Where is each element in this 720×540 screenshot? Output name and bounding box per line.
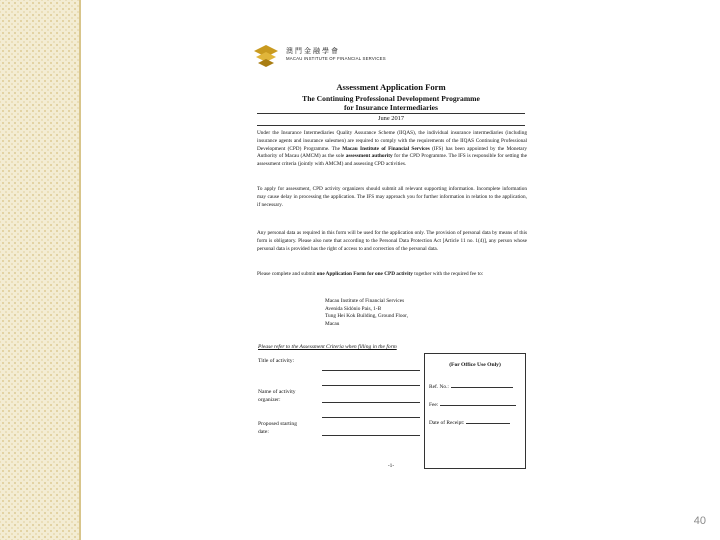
submission-paragraph xyxy=(257,271,527,279)
side-pattern-strip xyxy=(0,0,79,540)
title-of-activity-line-2[interactable] xyxy=(322,385,420,386)
title-of-activity-line[interactable] xyxy=(322,370,420,371)
address-line: Macau Institute of Financial Services xyxy=(325,298,405,304)
organizer-label-line2: organizer: xyxy=(258,397,281,403)
form-subtitle-line2: for Insurance Intermediaries xyxy=(344,103,438,112)
form-subtitle-line1: The Continuing Professional Development Programme xyxy=(302,94,480,103)
fee-line[interactable] xyxy=(440,400,516,406)
ref-no-line[interactable] xyxy=(451,382,513,388)
header-rule xyxy=(257,113,525,114)
ref-no-label: Ref. No.: xyxy=(429,384,449,390)
institute-logo-icon xyxy=(252,43,282,69)
fee-row xyxy=(429,400,516,408)
text-segment: Please complete and submit xyxy=(257,271,317,277)
address-block xyxy=(325,298,408,329)
address-line: Tung Hei Kok Building, Ground Floor, xyxy=(325,313,409,320)
title-of-activity-label: Title of activity: xyxy=(258,358,295,364)
receipt-row xyxy=(429,418,510,426)
fee-label: Fee: xyxy=(429,402,439,408)
criteria-reference-note: Please refer to the Assessment Criteria when filling in the form xyxy=(258,344,397,350)
start-date-label-line2: date: xyxy=(258,429,269,435)
application-paragraph: To apply for assessment, CPD activity organizers should submit all relevant supporting information. Incomplete information may cause delay in processing the application. The IFS may approach you for further information in relation to the application, if necessary. xyxy=(257,186,527,208)
ref-no-row xyxy=(429,382,513,390)
bold-text-segment: assessment authority xyxy=(345,153,393,160)
office-use-box xyxy=(424,353,526,469)
document-page-number: -1- xyxy=(387,463,395,469)
form-title: Assessment Application Form xyxy=(336,82,446,92)
bold-text-segment: Macau Institute of Financial Services xyxy=(342,145,430,152)
start-date-label-line1: Proposed starting xyxy=(258,421,297,427)
date-rule xyxy=(257,125,525,126)
address-line: Macau xyxy=(325,321,340,328)
office-use-title: (For Office Use Only) xyxy=(449,362,501,368)
text-segment: together with the required fee to: xyxy=(412,271,484,277)
form-date: June 2017 xyxy=(377,115,405,122)
receipt-label: Date of Receipt: xyxy=(429,420,465,426)
logo-english-text: MACAU INSTITUTE OF FINANCIAL SERVICES xyxy=(286,56,386,61)
personal-data-paragraph: Any personal data as required in this form will be used for the application only. The provision of personal data by means of this form is obligatory. Please also note that according to the Personal Data Protection Act [Article 11 no. 1(4)], any person whose personal data is provided has the right of access to and correction of the personal data. xyxy=(257,230,527,252)
organizer-label xyxy=(258,388,296,404)
text-segment: (IFS) has been appointed by the Monetary Authority of Macau (AMCM) as the sole xyxy=(257,145,527,160)
bold-text-segment: one Application Form for one CPD activity xyxy=(316,271,413,277)
organizer-label-line1: Name of activity xyxy=(258,389,296,395)
start-date-label xyxy=(258,420,297,436)
side-divider xyxy=(79,0,81,540)
organizer-line-2[interactable] xyxy=(322,417,420,418)
logo-chinese-text: 澳門金融學會 xyxy=(286,47,340,55)
document-page xyxy=(252,40,530,480)
receipt-line[interactable] xyxy=(466,418,510,424)
intro-paragraph xyxy=(257,130,527,169)
organizer-line[interactable] xyxy=(322,402,420,403)
text-segment: for the CPD Programme. The IFS is responsible for setting the assessment criteria (jointly with AMCM) and assessing CPD activities. xyxy=(257,153,527,168)
address-line: Avenida Sidónio Pais, 1-B xyxy=(325,305,382,312)
text-segment: Under the Insurance Intermediaries Quality Assurance Scheme (IIQAS), the individual insurance intermediaries (including insurance agents and insurance salesmen) are required to comply with the requirements of the IIQAS Continuing Professional Development (CPD) Programme. The xyxy=(257,130,527,152)
slide-number: 40 xyxy=(693,515,706,527)
start-date-line[interactable] xyxy=(322,435,420,436)
